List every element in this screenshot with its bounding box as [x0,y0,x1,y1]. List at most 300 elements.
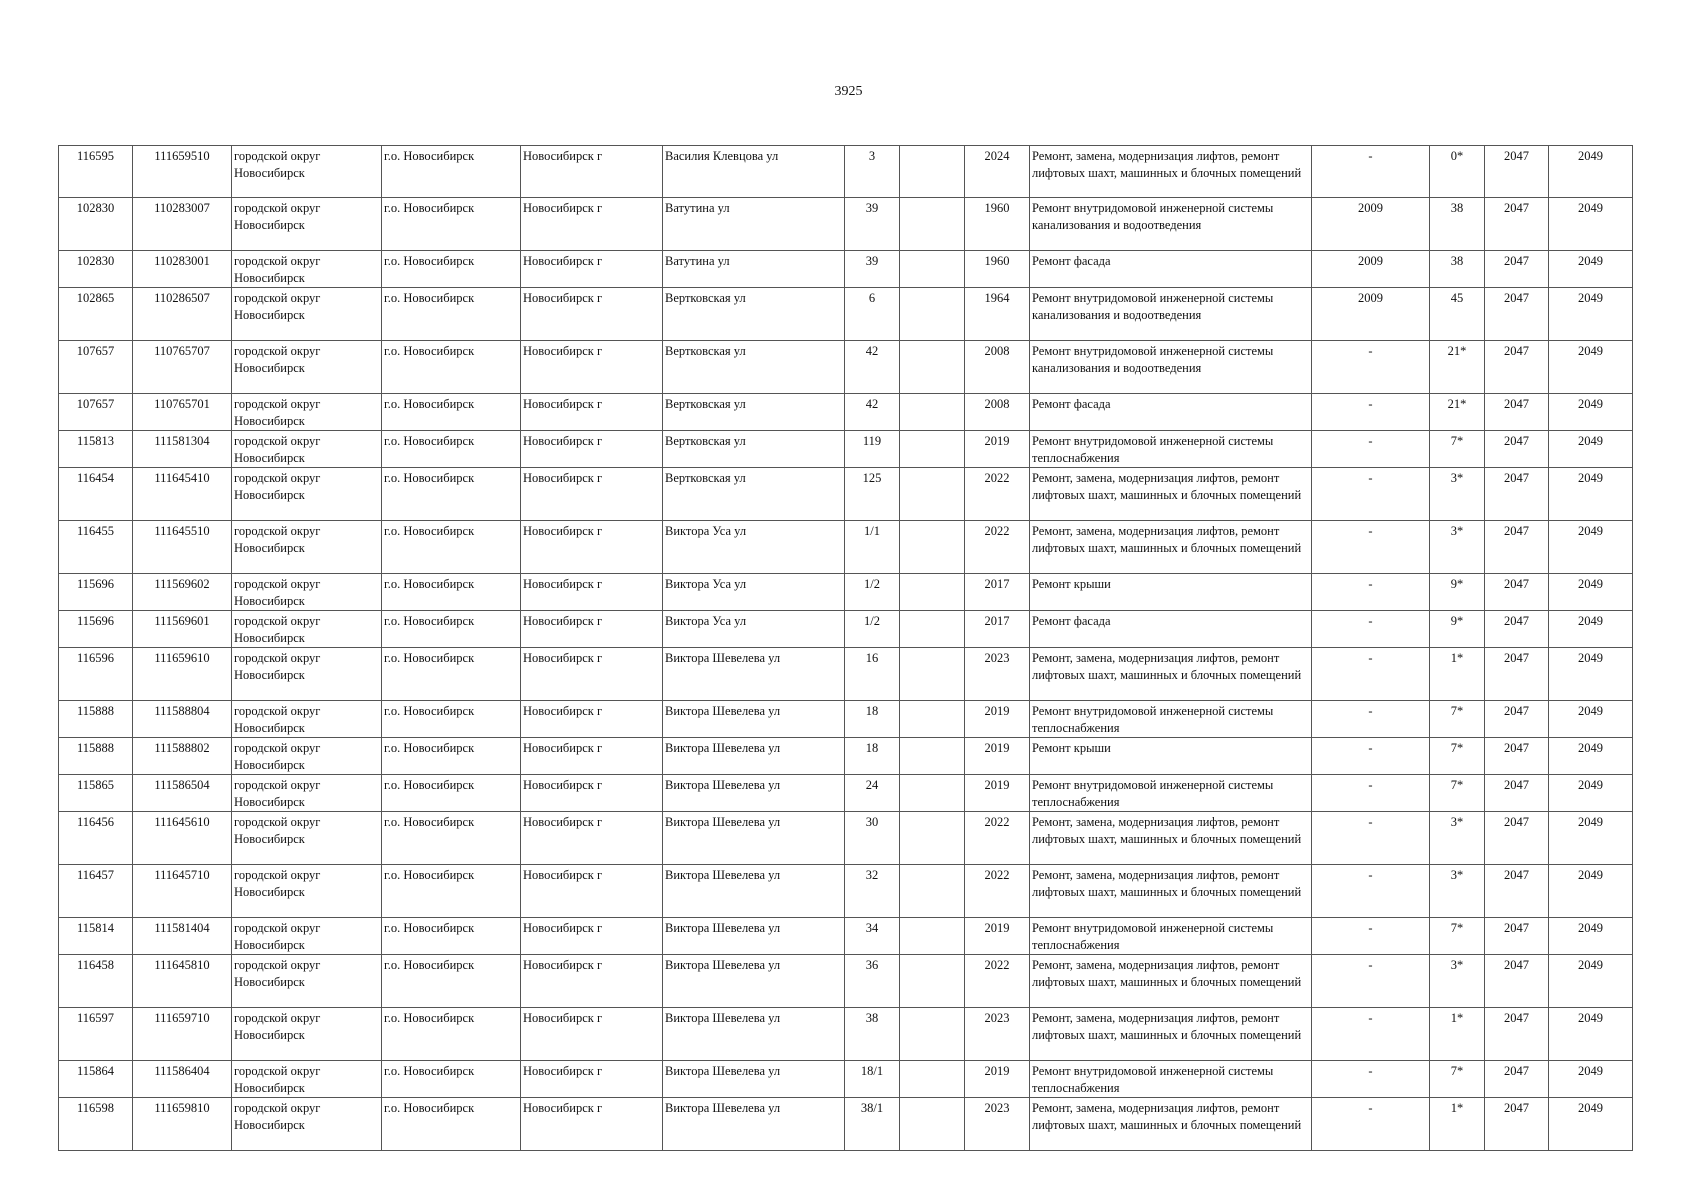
house-id: 102830 [59,251,133,288]
work-id: 111659710 [133,1008,232,1061]
table-row [59,341,1633,394]
plan-start-cell: 2047 [1485,1008,1549,1061]
last-repair-year-cell: 2009 [1312,198,1430,251]
year-cell: 2022 [965,865,1030,918]
empty-cell [900,288,965,341]
house-number-cell: 1/1 [845,521,900,574]
empty-cell [900,574,965,611]
house-id: 107657 [59,341,133,394]
work-type-cell: Ремонт внутридомовой инженерной системы теплоснабжения [1030,431,1312,468]
municipality-cell: городской округ Новосибирск [232,198,382,251]
municipality-cell: городской округ Новосибирск [232,1008,382,1061]
work-id: 111645610 [133,812,232,865]
plan-end-cell: 2049 [1549,775,1633,812]
house-id: 116597 [59,1008,133,1061]
plan-end-cell: 2049 [1549,1061,1633,1098]
street-cell: Вертковская ул [663,468,845,521]
house-number-cell: 39 [845,198,900,251]
work-id: 111659510 [133,146,232,198]
city-cell: Новосибирск г [521,341,663,394]
district-cell: г.о. Новосибирск [382,1098,521,1151]
district-cell: г.о. Новосибирск [382,701,521,738]
plan-start-cell: 2047 [1485,775,1549,812]
empty-cell [900,918,965,955]
plan-end-cell: 2049 [1549,341,1633,394]
work-type-cell: Ремонт фасада [1030,611,1312,648]
age-cell: 45 [1430,288,1485,341]
district-cell: г.о. Новосибирск [382,251,521,288]
plan-end-cell: 2049 [1549,918,1633,955]
district-cell: г.о. Новосибирск [382,288,521,341]
street-cell: Виктора Шевелева ул [663,812,845,865]
table-row [59,1098,1633,1151]
table-row [59,955,1633,1008]
plan-end-cell: 2049 [1549,251,1633,288]
empty-cell [900,1008,965,1061]
house-number-cell: 34 [845,918,900,955]
street-cell: Виктора Уса ул [663,611,845,648]
city-cell: Новосибирск г [521,1008,663,1061]
empty-cell [900,1061,965,1098]
house-id: 116595 [59,146,133,198]
year-cell: 2022 [965,468,1030,521]
house-number-cell: 3 [845,146,900,198]
age-cell: 38 [1430,251,1485,288]
empty-cell [900,198,965,251]
municipality-cell: городской округ Новосибирск [232,288,382,341]
year-cell: 1960 [965,198,1030,251]
age-cell: 21* [1430,394,1485,431]
age-cell: 3* [1430,955,1485,1008]
empty-cell [900,468,965,521]
street-cell: Вертковская ул [663,341,845,394]
empty-cell [900,775,965,812]
age-cell: 1* [1430,1098,1485,1151]
city-cell: Новосибирск г [521,1098,663,1151]
city-cell: Новосибирск г [521,611,663,648]
street-cell: Вертковская ул [663,394,845,431]
plan-start-cell: 2047 [1485,521,1549,574]
age-cell: 9* [1430,611,1485,648]
table-row [59,251,1633,288]
municipality-cell: городской округ Новосибирск [232,865,382,918]
municipality-cell: городской округ Новосибирск [232,1061,382,1098]
plan-start-cell: 2047 [1485,288,1549,341]
house-id: 115865 [59,775,133,812]
table-row [59,775,1633,812]
age-cell: 3* [1430,521,1485,574]
work-id: 110286507 [133,288,232,341]
district-cell: г.о. Новосибирск [382,394,521,431]
house-number-cell: 18 [845,701,900,738]
empty-cell [900,648,965,701]
work-id: 110765707 [133,341,232,394]
municipality-cell: городской округ Новосибирск [232,394,382,431]
work-type-cell: Ремонт внутридомовой инженерной системы теплоснабжения [1030,1061,1312,1098]
work-id: 111645810 [133,955,232,1008]
year-cell: 2019 [965,701,1030,738]
street-cell: Вертковская ул [663,431,845,468]
work-type-cell: Ремонт, замена, модернизация лифтов, ремонт лифтовых шахт, машинных и блочных помещений [1030,1098,1312,1151]
plan-end-cell: 2049 [1549,146,1633,198]
district-cell: г.о. Новосибирск [382,955,521,1008]
work-type-cell: Ремонт, замена, модернизация лифтов, ремонт лифтовых шахт, машинных и блочных помещений [1030,468,1312,521]
municipality-cell: городской округ Новосибирск [232,1098,382,1151]
work-type-cell: Ремонт внутридомовой инженерной системы канализования и водоотведения [1030,198,1312,251]
last-repair-year-cell: - [1312,574,1430,611]
plan-start-cell: 2047 [1485,648,1549,701]
street-cell: Виктора Шевелева ул [663,1098,845,1151]
work-type-cell: Ремонт, замена, модернизация лифтов, ремонт лифтовых шахт, машинных и блочных помещений [1030,1008,1312,1061]
empty-cell [900,251,965,288]
age-cell: 1* [1430,1008,1485,1061]
house-id: 107657 [59,394,133,431]
plan-start-cell: 2047 [1485,431,1549,468]
municipality-cell: городской округ Новосибирск [232,611,382,648]
empty-cell [900,955,965,1008]
year-cell: 2023 [965,1008,1030,1061]
city-cell: Новосибирск г [521,955,663,1008]
district-cell: г.о. Новосибирск [382,611,521,648]
plan-end-cell: 2049 [1549,288,1633,341]
page-number: 3925 [834,84,863,99]
year-cell: 2022 [965,812,1030,865]
work-id: 111588804 [133,701,232,738]
last-repair-year-cell: - [1312,1061,1430,1098]
work-id: 111645510 [133,521,232,574]
last-repair-year-cell: - [1312,865,1430,918]
street-cell: Ватутина ул [663,251,845,288]
last-repair-year-cell: - [1312,918,1430,955]
year-cell: 2023 [965,648,1030,701]
year-cell: 2017 [965,611,1030,648]
municipality-cell: городской округ Новосибирск [232,251,382,288]
house-number-cell: 42 [845,394,900,431]
last-repair-year-cell: - [1312,341,1430,394]
empty-cell [900,431,965,468]
work-id: 111645710 [133,865,232,918]
work-id: 111588802 [133,738,232,775]
house-id: 116454 [59,468,133,521]
house-number-cell: 42 [845,341,900,394]
house-number-cell: 38 [845,1008,900,1061]
empty-cell [900,521,965,574]
city-cell: Новосибирск г [521,431,663,468]
work-type-cell: Ремонт внутридомовой инженерной системы теплоснабжения [1030,775,1312,812]
city-cell: Новосибирск г [521,251,663,288]
district-cell: г.о. Новосибирск [382,812,521,865]
age-cell: 9* [1430,574,1485,611]
municipality-cell: городской округ Новосибирск [232,775,382,812]
last-repair-year-cell: - [1312,775,1430,812]
work-type-cell: Ремонт, замена, модернизация лифтов, ремонт лифтовых шахт, машинных и блочных помещений [1030,865,1312,918]
table-row [59,648,1633,701]
table-body [59,146,1633,1151]
age-cell: 7* [1430,775,1485,812]
year-cell: 2017 [965,574,1030,611]
age-cell: 3* [1430,865,1485,918]
municipality-cell: городской округ Новосибирск [232,521,382,574]
house-id: 116456 [59,812,133,865]
street-cell: Виктора Уса ул [663,574,845,611]
city-cell: Новосибирск г [521,812,663,865]
age-cell: 7* [1430,1061,1485,1098]
year-cell: 2019 [965,431,1030,468]
work-id: 111659610 [133,648,232,701]
work-id: 110765701 [133,394,232,431]
last-repair-year-cell: - [1312,648,1430,701]
empty-cell [900,812,965,865]
work-type-cell: Ремонт крыши [1030,574,1312,611]
street-cell: Виктора Шевелева ул [663,1061,845,1098]
district-cell: г.о. Новосибирск [382,146,521,198]
house-id: 102830 [59,198,133,251]
street-cell: Виктора Шевелева ул [663,701,845,738]
empty-cell [900,701,965,738]
plan-end-cell: 2049 [1549,865,1633,918]
last-repair-year-cell: - [1312,394,1430,431]
street-cell: Виктора Шевелева ул [663,865,845,918]
empty-cell [900,865,965,918]
street-cell: Вертковская ул [663,288,845,341]
municipality-cell: городской округ Новосибирск [232,468,382,521]
municipality-cell: городской округ Новосибирск [232,648,382,701]
house-number-cell: 36 [845,955,900,1008]
table-row [59,574,1633,611]
house-number-cell: 24 [845,775,900,812]
house-id: 115888 [59,738,133,775]
last-repair-year-cell: 2009 [1312,251,1430,288]
last-repair-year-cell: - [1312,701,1430,738]
year-cell: 1960 [965,251,1030,288]
house-id: 115696 [59,574,133,611]
plan-start-cell: 2047 [1485,812,1549,865]
age-cell: 21* [1430,341,1485,394]
table-row [59,701,1633,738]
plan-start-cell: 2047 [1485,251,1549,288]
plan-start-cell: 2047 [1485,198,1549,251]
plan-end-cell: 2049 [1549,955,1633,1008]
city-cell: Новосибирск г [521,574,663,611]
plan-end-cell: 2049 [1549,648,1633,701]
district-cell: г.о. Новосибирск [382,738,521,775]
year-cell: 2008 [965,394,1030,431]
age-cell: 3* [1430,812,1485,865]
work-id: 111645410 [133,468,232,521]
last-repair-year-cell: - [1312,812,1430,865]
city-cell: Новосибирск г [521,198,663,251]
municipality-cell: городской округ Новосибирск [232,918,382,955]
city-cell: Новосибирск г [521,521,663,574]
plan-start-cell: 2047 [1485,701,1549,738]
house-id: 115696 [59,611,133,648]
last-repair-year-cell: - [1312,146,1430,198]
street-cell: Виктора Шевелева ул [663,738,845,775]
age-cell: 3* [1430,468,1485,521]
house-number-cell: 30 [845,812,900,865]
table-row [59,146,1633,198]
plan-end-cell: 2049 [1549,1098,1633,1151]
capital-repair-table [58,145,1633,1151]
street-cell: Виктора Шевелева ул [663,955,845,1008]
table-row [59,1061,1633,1098]
work-type-cell: Ремонт внутридомовой инженерной системы канализования и водоотведения [1030,341,1312,394]
table-row [59,521,1633,574]
last-repair-year-cell: - [1312,738,1430,775]
age-cell: 7* [1430,918,1485,955]
street-cell: Ватутина ул [663,198,845,251]
city-cell: Новосибирск г [521,775,663,812]
last-repair-year-cell: - [1312,611,1430,648]
last-repair-year-cell: 2009 [1312,288,1430,341]
plan-end-cell: 2049 [1549,198,1633,251]
municipality-cell: городской округ Новосибирск [232,812,382,865]
year-cell: 2022 [965,521,1030,574]
district-cell: г.о. Новосибирск [382,468,521,521]
city-cell: Новосибирск г [521,918,663,955]
work-type-cell: Ремонт фасада [1030,394,1312,431]
last-repair-year-cell: - [1312,1098,1430,1151]
street-cell: Виктора Шевелева ул [663,775,845,812]
empty-cell [900,1098,965,1151]
work-id: 111586404 [133,1061,232,1098]
plan-start-cell: 2047 [1485,468,1549,521]
age-cell: 7* [1430,431,1485,468]
house-number-cell: 119 [845,431,900,468]
plan-start-cell: 2047 [1485,1098,1549,1151]
empty-cell [900,146,965,198]
plan-end-cell: 2049 [1549,431,1633,468]
house-id: 116455 [59,521,133,574]
plan-end-cell: 2049 [1549,574,1633,611]
last-repair-year-cell: - [1312,468,1430,521]
district-cell: г.о. Новосибирск [382,198,521,251]
work-type-cell: Ремонт, замена, модернизация лифтов, ремонт лифтовых шахт, машинных и блочных помещений [1030,955,1312,1008]
plan-end-cell: 2049 [1549,1008,1633,1061]
city-cell: Новосибирск г [521,701,663,738]
plan-start-cell: 2047 [1485,146,1549,198]
house-id: 102865 [59,288,133,341]
city-cell: Новосибирск г [521,146,663,198]
empty-cell [900,394,965,431]
work-type-cell: Ремонт внутридомовой инженерной системы теплоснабжения [1030,701,1312,738]
year-cell: 2019 [965,918,1030,955]
district-cell: г.о. Новосибирск [382,574,521,611]
work-id: 110283001 [133,251,232,288]
last-repair-year-cell: - [1312,521,1430,574]
plan-start-cell: 2047 [1485,611,1549,648]
work-type-cell: Ремонт фасада [1030,251,1312,288]
district-cell: г.о. Новосибирск [382,648,521,701]
table-row [59,1008,1633,1061]
street-cell: Виктора Шевелева ул [663,648,845,701]
district-cell: г.о. Новосибирск [382,431,521,468]
table-row [59,918,1633,955]
municipality-cell: городской округ Новосибирск [232,955,382,1008]
street-cell: Виктора Уса ул [663,521,845,574]
year-cell: 2023 [965,1098,1030,1151]
year-cell: 2019 [965,738,1030,775]
work-type-cell: Ремонт внутридомовой инженерной системы теплоснабжения [1030,918,1312,955]
last-repair-year-cell: - [1312,431,1430,468]
work-type-cell: Ремонт внутридомовой инженерной системы канализования и водоотведения [1030,288,1312,341]
house-number-cell: 1/2 [845,574,900,611]
plan-start-cell: 2047 [1485,955,1549,1008]
last-repair-year-cell: - [1312,1008,1430,1061]
work-id: 111581304 [133,431,232,468]
age-cell: 0* [1430,146,1485,198]
empty-cell [900,611,965,648]
age-cell: 1* [1430,648,1485,701]
work-type-cell: Ремонт, замена, модернизация лифтов, ремонт лифтовых шахт, машинных и блочных помещений [1030,146,1312,198]
district-cell: г.о. Новосибирск [382,775,521,812]
plan-start-cell: 2047 [1485,865,1549,918]
age-cell: 38 [1430,198,1485,251]
age-cell: 7* [1430,738,1485,775]
district-cell: г.о. Новосибирск [382,865,521,918]
plan-start-cell: 2047 [1485,918,1549,955]
city-cell: Новосибирск г [521,1061,663,1098]
plan-end-cell: 2049 [1549,738,1633,775]
municipality-cell: городской округ Новосибирск [232,738,382,775]
age-cell: 7* [1430,701,1485,738]
house-number-cell: 16 [845,648,900,701]
work-type-cell: Ремонт крыши [1030,738,1312,775]
table-row [59,865,1633,918]
city-cell: Новосибирск г [521,738,663,775]
work-type-cell: Ремонт, замена, модернизация лифтов, ремонт лифтовых шахт, машинных и блочных помещений [1030,648,1312,701]
house-id: 115888 [59,701,133,738]
table-row [59,812,1633,865]
year-cell: 2008 [965,341,1030,394]
district-cell: г.о. Новосибирск [382,1061,521,1098]
work-type-cell: Ремонт, замена, модернизация лифтов, ремонт лифтовых шахт, машинных и блочных помещений [1030,812,1312,865]
municipality-cell: городской округ Новосибирск [232,146,382,198]
district-cell: г.о. Новосибирск [382,918,521,955]
house-id: 116596 [59,648,133,701]
municipality-cell: городской округ Новосибирск [232,701,382,738]
district-cell: г.о. Новосибирск [382,1008,521,1061]
plan-start-cell: 2047 [1485,394,1549,431]
municipality-cell: городской округ Новосибирск [232,431,382,468]
city-cell: Новосибирск г [521,865,663,918]
plan-end-cell: 2049 [1549,812,1633,865]
year-cell: 2019 [965,775,1030,812]
table-row [59,611,1633,648]
house-number-cell: 39 [845,251,900,288]
house-number-cell: 38/1 [845,1098,900,1151]
year-cell: 2024 [965,146,1030,198]
district-cell: г.о. Новосибирск [382,341,521,394]
plan-end-cell: 2049 [1549,468,1633,521]
table-row [59,198,1633,251]
municipality-cell: городской округ Новосибирск [232,341,382,394]
house-id: 116457 [59,865,133,918]
house-id: 115813 [59,431,133,468]
empty-cell [900,341,965,394]
table-row [59,738,1633,775]
table-row [59,288,1633,341]
work-id: 111569601 [133,611,232,648]
street-cell: Виктора Шевелева ул [663,1008,845,1061]
house-id: 115814 [59,918,133,955]
city-cell: Новосибирск г [521,288,663,341]
plan-end-cell: 2049 [1549,611,1633,648]
table-row [59,431,1633,468]
house-id: 115864 [59,1061,133,1098]
plan-end-cell: 2049 [1549,701,1633,738]
year-cell: 2022 [965,955,1030,1008]
